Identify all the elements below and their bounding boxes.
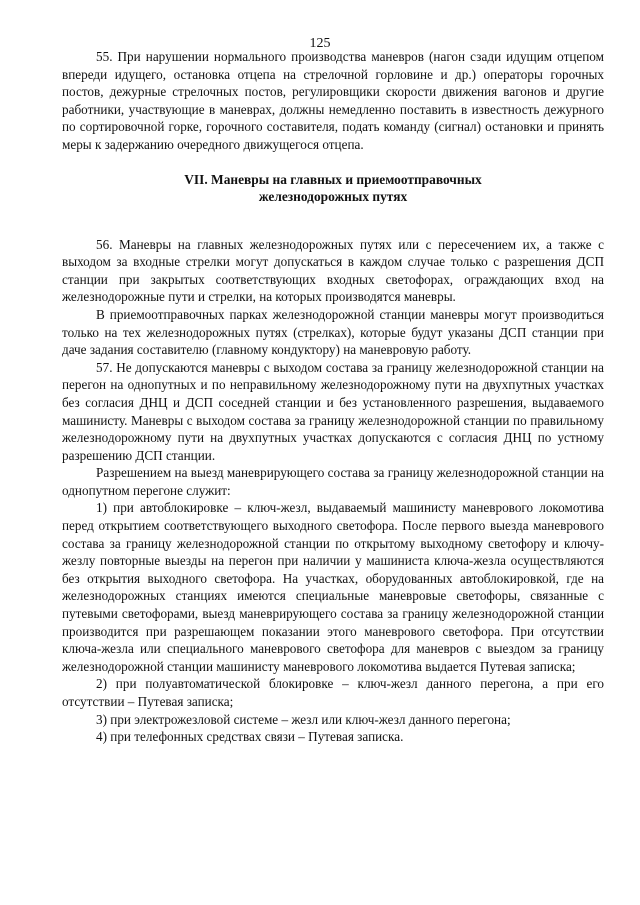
section-heading-line-1: VII. Маневры на главных и приемоотправочных <box>184 171 482 187</box>
paragraph-receiving-parks: В приемоотправочных парках железнодорожной станции маневры могут производиться только на тех железнодорожных путях (стрелках), которые будут указаны ДСП станции при даче задания составителю (главному кондуктору) на маневровую работу. <box>62 306 604 358</box>
spacer <box>62 221 604 236</box>
paragraph-57: 57. Не допускаются маневры с выходом состава за границу железнодорожной станции на перегон на однопутных и по неправильному железнодорожному пути на двухпутных участках без согласия ДНЦ и ДСП соседней станции и без установленного разрешения, выдаваемого машинисту. Маневры с выходом состава за границу железнодорожной станции по правильному железнодорожному пути на двухпутных участках допускаются с согласия ДНЦ по устному разрешению ДСП станции. <box>62 359 604 463</box>
paragraph-56: 56. Маневры на главных железнодорожных путях или с пересечением их, а также с выходом за входные стрелки могут допускаться в каждом случае только с разрешения ДСП станции при закрытых соответствующих входных светофорах, ограждающих вход на железнодорожные пути и стрелки, на которых производятся маневры. <box>62 236 604 305</box>
list-item-3: 3) при электрожезловой системе – жезл или ключ-жезл данного перегона; <box>96 711 511 727</box>
list-item-4: 4) при телефонных средствах связи – Путевая записка. <box>96 729 404 745</box>
paragraph-55: 55. При нарушении нормального производства маневров (нагон сзади идущим отцепом впереди идущего, остановка отцепа на стрелочной горловине и др.) операторы горочных постов, дежурные стрелочных постов, регулировщики скорости движения вагонов и другие работники, участвующие в маневрах, должны немедленно поставить в известность дежурного по сортировочной горке, горочного составителя, подать команду (сигнал) остановки и принять меры к задержанию очередного движущегося отцепа. <box>62 49 604 152</box>
page-number: 125 <box>309 36 331 51</box>
document-body <box>62 48 604 746</box>
list-item-2: 2) при полуавтоматической блокировке – ключ-жезл данного перегона, а при его отсутствии – Путевая записка; <box>62 676 604 709</box>
section-heading-line-2: железнодорожных путях <box>258 188 408 204</box>
section-heading <box>62 171 604 205</box>
paragraph-permission-intro: Разрешением на выезд маневрирующего состава за границу железнодорожной станции на однопутном перегоне служит: <box>62 465 604 498</box>
list-item-1: 1) при автоблокировке – ключ-жезл, выдаваемый машинисту маневрового локомотива перед открытием соответствующего выходного светофора. После первого выезда маневрового состава за границу железнодорожной станции по открытому выходному светофору и ключу-жезлу повторные выезды на перегон при наличии у машиниста ключа-жезла осуществляются без открытия выходного светофора. На участках, оборудованных автоблокировкой, где на железнодорожных станциях имеются специальные маневровые светофоры, связанные с путевыми светофорами, выезд маневрирующего состава за границу железнодорожной станции производится при разрешающем показании этого маневрового светофора. При отсутствии ключа-жезла или специального маневрового светофора для маневров с выездом за границу железнодорожной станции машинисту маневрового локомотива выдается Путевая записка; <box>62 500 604 674</box>
